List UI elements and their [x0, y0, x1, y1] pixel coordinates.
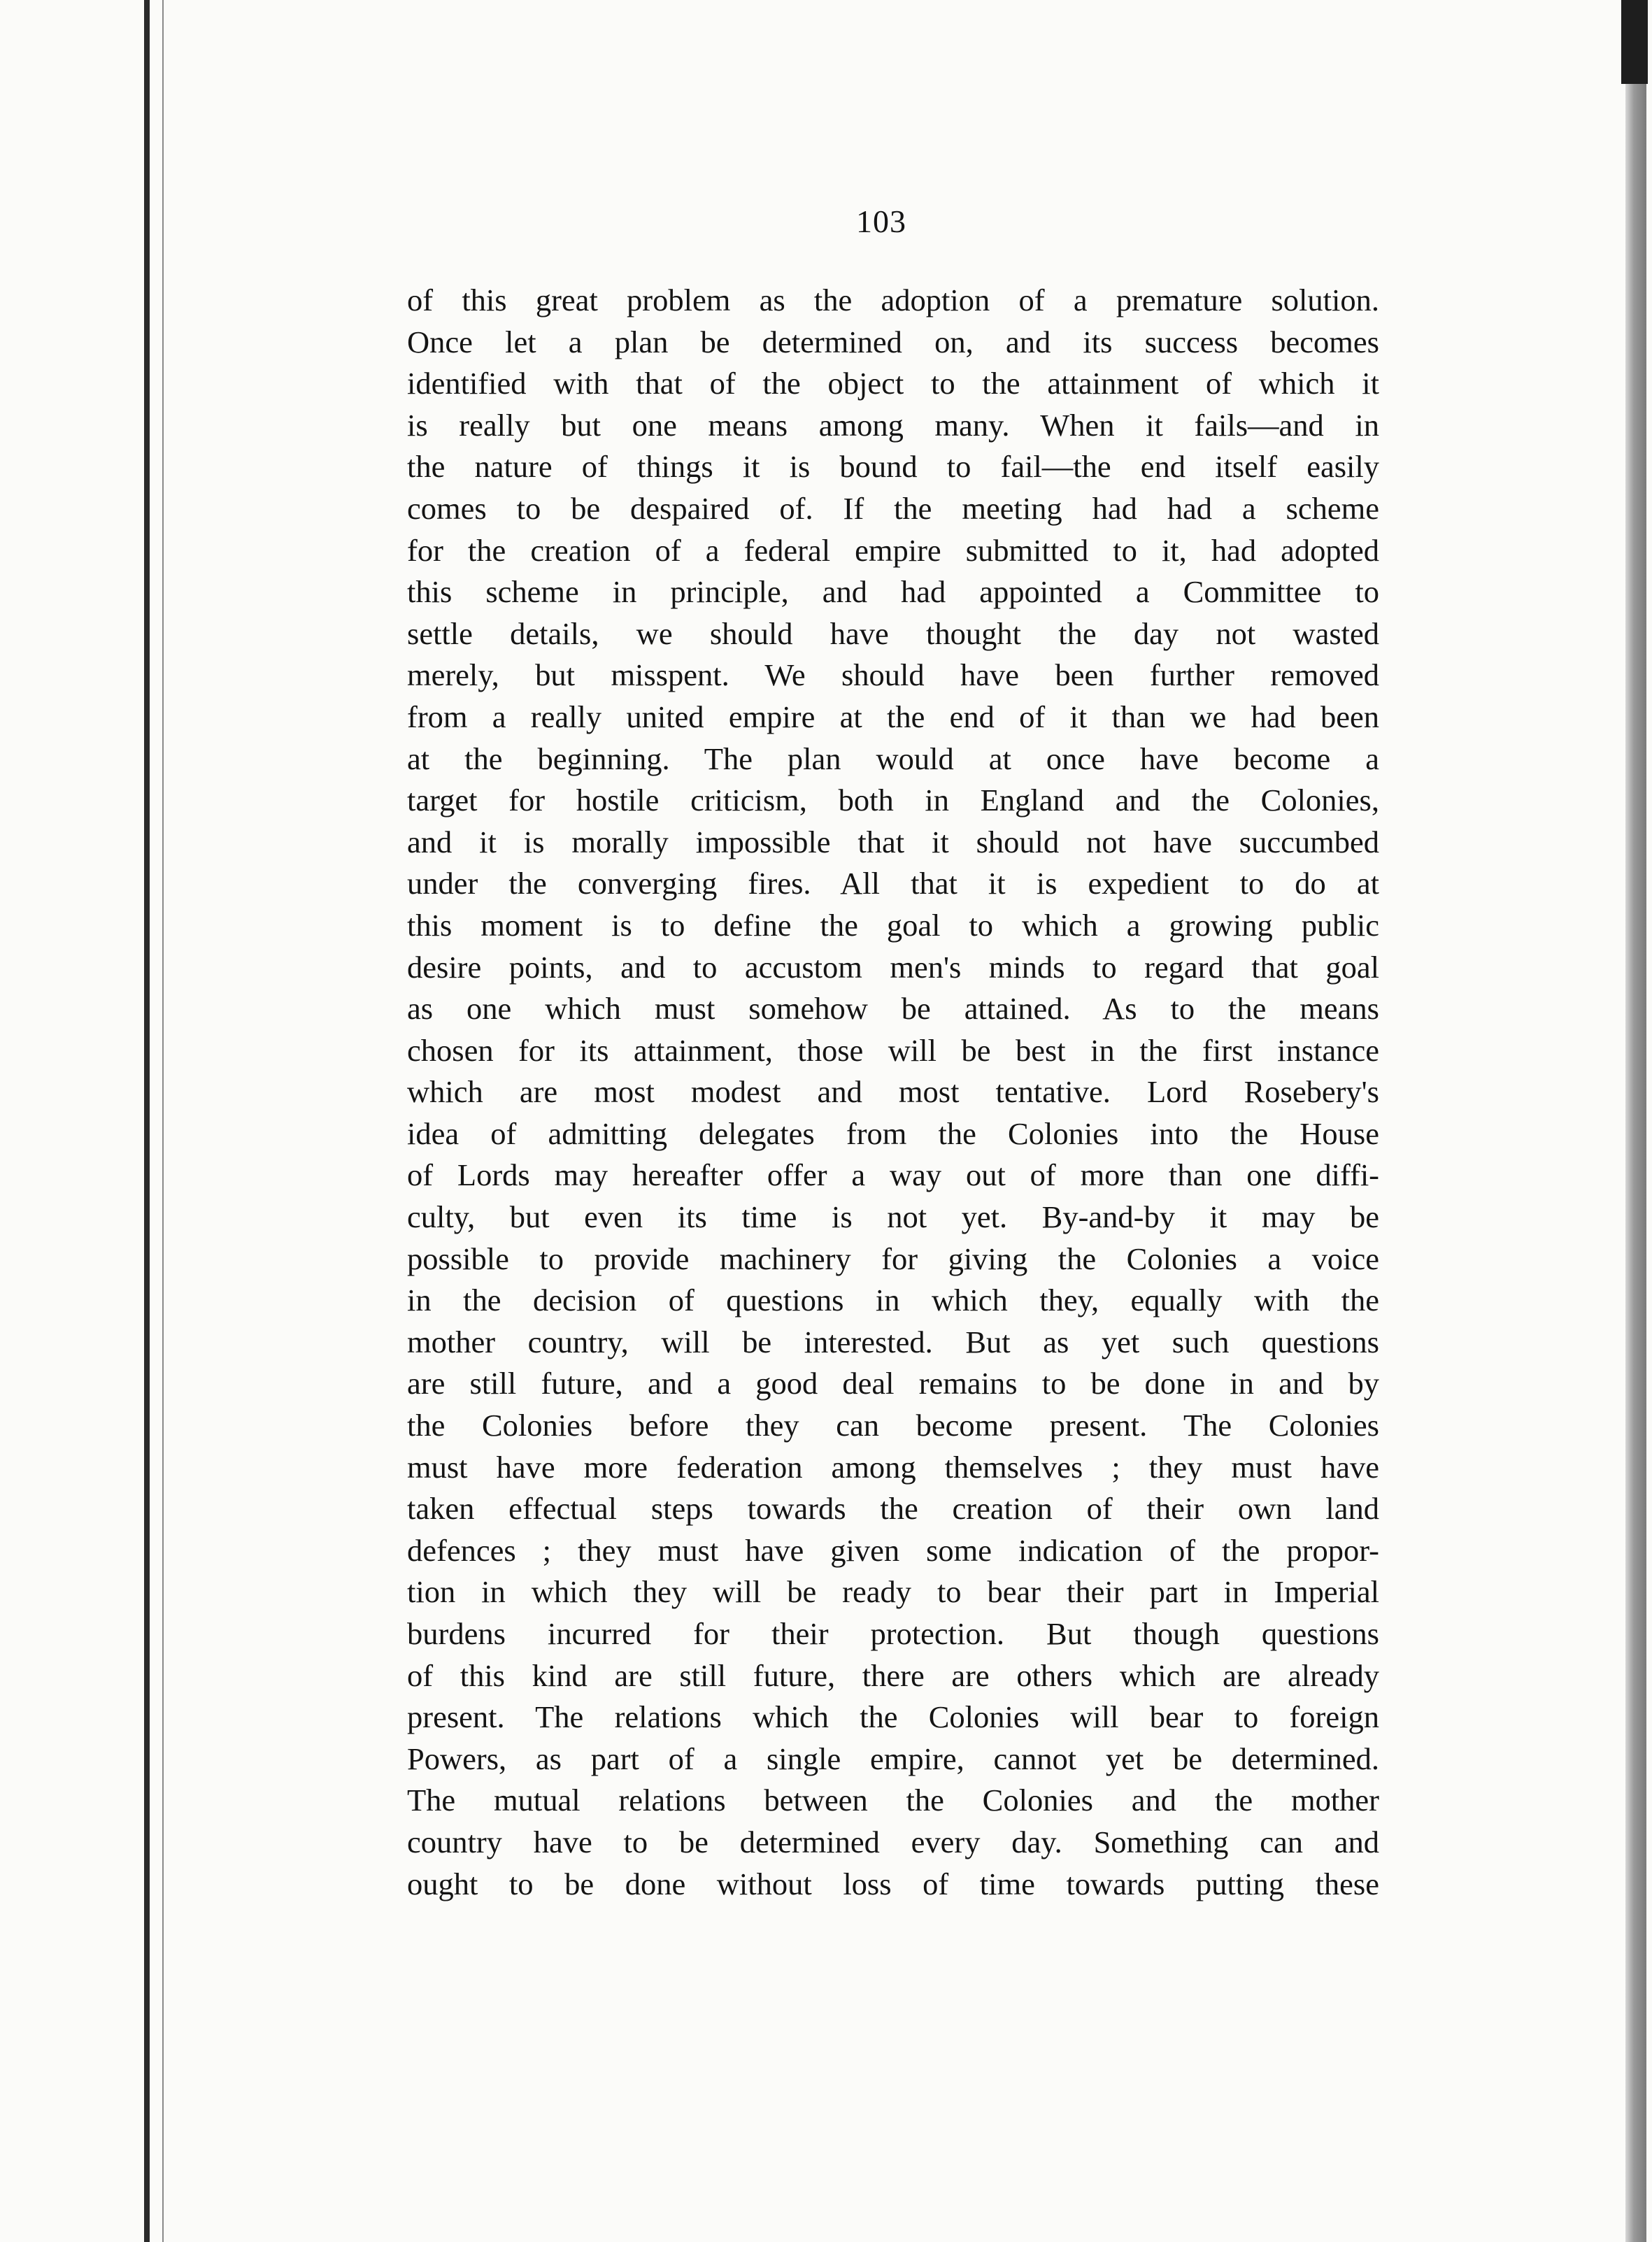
text-line: is really but one means among many. When it fails—and in — [407, 407, 1379, 443]
text-line: of this great problem as the adoption of a premature solution. — [407, 283, 1379, 317]
text-line: must have more federation among themselves ; they must have — [407, 1449, 1379, 1485]
text-line: for the creation of a federal empire submitted to it, had adopted — [407, 532, 1379, 568]
scan-page-edge — [1625, 0, 1646, 2242]
text-line: mother country, will be interested. But as yet such questions — [407, 1324, 1379, 1359]
page-number: 103 — [856, 204, 906, 239]
page-body — [407, 280, 1379, 1905]
text-line: this moment is to define the goal to which a growing public — [407, 907, 1379, 943]
text-line: as one which must somehow be attained. As to the means — [407, 991, 1379, 1027]
text-line: under the converging fires. All that it is expedient to do at — [407, 866, 1379, 901]
text-line: from a really united empire at the end of it than we had been — [407, 699, 1379, 734]
text-line: target for hostile criticism, both in England and the Colonies, — [407, 783, 1379, 818]
text-line: Powers, as part of a single empire, cannot yet be determined. — [407, 1741, 1379, 1776]
text-line: of Lords may hereafter offer a way out of more than one diffi- — [407, 1157, 1379, 1193]
text-line: settle details, we should have thought the day not wasted — [407, 615, 1379, 651]
text-line: of this kind are still future, there are others which are already — [407, 1657, 1379, 1693]
text-line: the Colonies before they can become present. The Colonies — [407, 1408, 1379, 1443]
scan-binding-edge — [144, 0, 150, 2242]
scan-binding-line — [162, 0, 164, 2242]
text-line: taken effectual steps towards the creation of their own land — [407, 1491, 1379, 1527]
text-line: present. The relations which the Colonies will bear to foreign — [407, 1699, 1379, 1735]
text-line: identified with that of the object to the attainment of which it — [407, 366, 1379, 401]
text-line: Once let a plan be determined on, and its success becomes — [407, 324, 1379, 359]
text-line: desire points, and to accustom men's minds to regard that goal — [407, 949, 1379, 985]
text-line: at the beginning. The plan would at once have become a — [407, 741, 1379, 776]
text-line: merely, but misspent. We should have been further removed — [407, 657, 1379, 693]
text-line: the nature of things it is bound to fail—the end itself easily — [407, 449, 1379, 485]
text-line: culty, but even its time is not yet. By-and-by it may be — [407, 1199, 1379, 1235]
text-line: chosen for its attainment, those will be best in the first instance — [407, 1032, 1379, 1068]
text-line: burdens incurred for their protection. But though questions — [407, 1616, 1379, 1651]
text-line: The mutual relations between the Colonies and the mother — [407, 1783, 1379, 1818]
text-line: are still future, and a good deal remains to be done in and by — [407, 1366, 1379, 1401]
scan-page-edge-corner — [1621, 0, 1648, 84]
text-line: in the decision of questions in which they, equally with the — [407, 1283, 1379, 1318]
text-line: this scheme in principle, and had appointed a Committee to — [407, 574, 1379, 610]
text-line: defences ; they must have given some indication of the propor- — [407, 1532, 1379, 1568]
text-line: tion in which they will be ready to bear their part in Imperial — [407, 1574, 1379, 1610]
text-line: comes to be despaired of. If the meeting had had a scheme — [407, 490, 1379, 526]
text-line: which are most modest and most tentative. Lord Rosebery's — [407, 1074, 1379, 1110]
text-line: and it is morally impossible that it should not have succumbed — [407, 824, 1379, 859]
text-line: ought to be done without loss of time towards putting these — [407, 1866, 1379, 1901]
text-line: idea of admitting delegates from the Colonies into the House — [407, 1115, 1379, 1151]
text-line: country have to be determined every day. Something can and — [407, 1824, 1379, 1859]
text-line: possible to provide machinery for giving the Colonies a voice — [407, 1241, 1379, 1276]
